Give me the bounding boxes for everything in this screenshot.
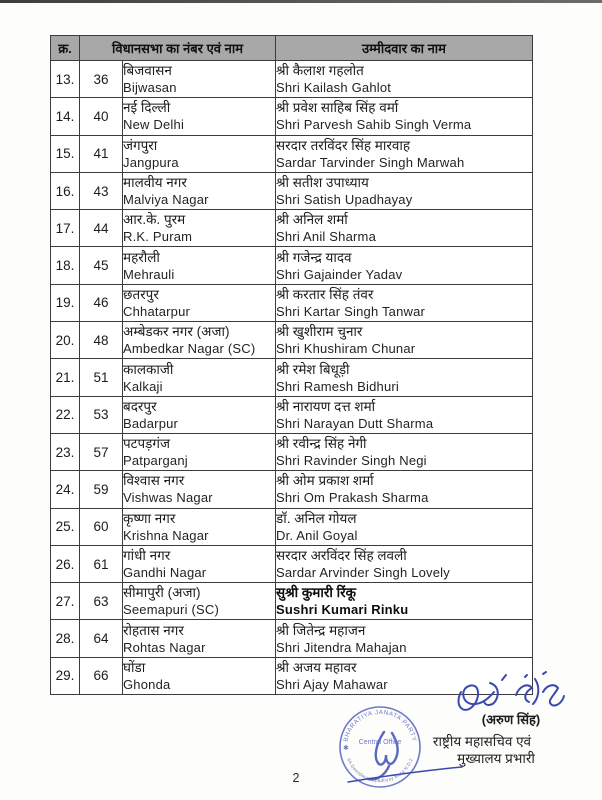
candidate-name-english: Shri Ajay Mahawar (276, 676, 388, 692)
table-row (51, 210, 533, 247)
table-row (51, 284, 533, 321)
stamp-arc-bottom-text: 6A Deendayal Upadhyay Marg N.D.2 (346, 757, 414, 784)
constituency-name-english: Ghonda (123, 676, 171, 692)
candidate-name-hindi: श्री अजय महावर (276, 659, 357, 675)
constituency-name-cell (123, 545, 276, 582)
candidate-name-hindi: श्री सतीश उपाध्याय (276, 175, 369, 191)
constituency-number-cell: 51 (80, 359, 123, 396)
constituency-name-cell (123, 284, 276, 321)
serial-cell: 16. (51, 172, 80, 209)
signatory-name: (अरुण सिंह) (481, 712, 541, 727)
candidate-name-english: Shri Satish Upadhayay (276, 192, 413, 208)
serial-cell: 26. (51, 545, 80, 582)
constituency-name-english: R.K. Puram (123, 229, 193, 245)
constituency-name-english: Gandhi Nagar (123, 565, 207, 580)
constituency-name-hindi: महरौली (123, 249, 160, 265)
candidates-table (50, 35, 533, 695)
constituency-number-cell: 53 (80, 396, 123, 433)
candidate-name-hindi: श्री कैलाश गहलोत (276, 63, 364, 79)
constituency-name-hindi: पटपड़गंज (123, 436, 170, 452)
stamp-arc-top-text: BHARATIYA JANATA PARTY (342, 708, 418, 743)
candidate-name-cell (276, 508, 533, 545)
constituency-name-cell (123, 61, 276, 98)
table-header-row (51, 36, 533, 61)
constituency-name-hindi: कृष्णा नगर (123, 510, 176, 526)
constituency-name-english: Ambedkar Nagar (SC) (123, 341, 256, 357)
table-row (51, 61, 533, 98)
candidate-name-english: Shri Om Prakash Sharma (276, 490, 429, 506)
candidate-name-english: Shri Anil Sharma (276, 229, 377, 245)
table-row (51, 545, 533, 582)
candidate-name-hindi: श्री रमेश बिधूड़ी (276, 361, 350, 377)
candidate-name-cell (276, 433, 533, 470)
candidate-name-hindi: श्री गजेन्द्र यादव (276, 249, 352, 265)
constituency-name-english: Mehrauli (123, 266, 175, 282)
candidate-name-hindi: सुश्री कुमारी रिंकू (276, 585, 357, 601)
constituency-name-english: Malviya Nagar (123, 192, 209, 208)
constituency-number-cell: 63 (80, 583, 123, 620)
constituency-name-hindi: जंगपुरा (123, 137, 158, 153)
candidate-name-english: Shri Khushiram Chunar (276, 341, 416, 357)
candidate-name-hindi: सरदार अरविंदर सिंह लवली (276, 548, 407, 563)
scan-artifact-strip (0, 0, 602, 3)
constituency-name-hindi: अम्बेडकर नगर (अजा) (123, 324, 230, 340)
table-row (51, 247, 533, 284)
constituency-name-english: Vishwas Nagar (123, 490, 213, 506)
candidate-name-english: Sushri Kumari Rinku (276, 602, 409, 618)
candidate-name-english: Sardar Tarvinder Singh Marwah (276, 154, 465, 170)
candidate-name-hindi: श्री ओम प्रकाश शर्मा (276, 473, 374, 489)
constituency-number-cell: 44 (80, 210, 123, 247)
candidate-name-hindi: श्री रवीन्द्र सिंह नेगी (276, 436, 367, 452)
constituency-name-cell (123, 583, 276, 620)
constituency-number-cell: 61 (80, 545, 123, 582)
candidate-name-cell (276, 135, 533, 172)
candidate-name-cell (276, 98, 533, 135)
candidate-name-cell (276, 61, 533, 98)
candidate-name-english: Shri Kailash Gahlot (276, 80, 392, 96)
constituency-number-cell: 40 (80, 98, 123, 135)
constituency-name-cell (123, 657, 276, 694)
stamp-center-text: Central Office (358, 739, 402, 746)
serial-cell: 15. (51, 135, 80, 172)
header-constituency: विधानसभा का नंबर एवं नाम (80, 36, 276, 61)
header-serial: क्र. (51, 36, 80, 61)
candidate-name-english: Sardar Arvinder Singh Lovely (276, 565, 450, 580)
constituency-name-cell (123, 210, 276, 247)
serial-cell: 27. (51, 583, 80, 620)
constituency-number-cell: 45 (80, 247, 123, 284)
stamp-star: ✱ (343, 745, 349, 752)
constituency-name-english: Seemapuri (SC) (123, 602, 219, 618)
constituency-name-cell (123, 172, 276, 209)
constituency-name-hindi: आर.के. पुरम (123, 212, 186, 228)
candidate-name-cell (276, 172, 533, 209)
candidate-name-cell (276, 359, 533, 396)
constituency-number-cell: 41 (80, 135, 123, 172)
constituency-name-hindi: सीमापुरी (अजा) (123, 585, 201, 601)
constituency-number-cell: 66 (80, 657, 123, 694)
serial-cell: 19. (51, 284, 80, 321)
constituency-name-english: Badarpur (123, 415, 179, 431)
serial-cell: 21. (51, 359, 80, 396)
table-body (51, 61, 533, 695)
constituency-name-hindi: मालवीय नगर (123, 175, 187, 191)
constituency-name-cell (123, 247, 276, 284)
constituency-name-english: Jangpura (123, 154, 179, 170)
serial-cell: 17. (51, 210, 80, 247)
constituency-name-hindi: गांधी नगर (123, 548, 171, 563)
constituency-name-english: Bijwasan (123, 80, 177, 96)
constituency-name-cell (123, 471, 276, 508)
constituency-name-hindi: बदरपुर (123, 398, 157, 414)
constituency-name-cell (123, 396, 276, 433)
candidate-name-english: Shri Narayan Dutt Sharma (276, 415, 434, 431)
table-row (51, 508, 533, 545)
constituency-name-hindi: कालकाजी (123, 361, 174, 377)
candidate-name-english: Shri Ramesh Bidhuri (276, 378, 400, 394)
constituency-name-english: Chhatarpur (123, 303, 191, 319)
constituency-name-hindi: छतरपुर (123, 286, 159, 302)
serial-cell: 23. (51, 433, 80, 470)
serial-cell: 22. (51, 396, 80, 433)
constituency-name-hindi: नई दिल्ली (123, 100, 171, 116)
constituency-name-cell (123, 359, 276, 396)
constituency-name-cell (123, 508, 276, 545)
constituency-name-english: Krishna Nagar (123, 527, 209, 543)
designation-line-1: राष्ट्रीय महासचिव एवं (432, 734, 532, 749)
candidate-name-english: Shri Parvesh Sahib Singh Verma (276, 117, 472, 133)
constituency-number-cell: 60 (80, 508, 123, 545)
candidate-name-hindi: श्री खुशीराम चुनार (276, 324, 363, 340)
constituency-name-hindi: विश्वास नगर (123, 473, 185, 489)
constituency-name-english: Patparganj (123, 453, 188, 469)
constituency-name-english: New Delhi (123, 117, 185, 133)
constituency-number-cell: 46 (80, 284, 123, 321)
constituency-name-hindi: घोंडा (123, 659, 146, 675)
candidate-name-english: Shri Ravinder Singh Negi (276, 453, 427, 469)
header-candidate: उम्मीदवार का नाम (276, 36, 533, 61)
constituency-number-cell: 36 (80, 61, 123, 98)
serial-cell: 14. (51, 98, 80, 135)
constituency-name-english: Kalkaji (123, 378, 163, 394)
candidate-name-cell (276, 322, 533, 359)
serial-cell: 18. (51, 247, 80, 284)
serial-cell: 13. (51, 61, 80, 98)
constituency-name-english: Rohtas Nagar (123, 639, 206, 655)
table-row (51, 583, 533, 620)
candidate-name-cell (276, 247, 533, 284)
constituency-number-cell: 57 (80, 433, 123, 470)
table-row (51, 322, 533, 359)
table-row (51, 396, 533, 433)
constituency-number-cell: 48 (80, 322, 123, 359)
candidate-name-cell (276, 620, 533, 657)
candidate-name-cell (276, 284, 533, 321)
serial-cell: 29. (51, 657, 80, 694)
candidate-name-cell (276, 545, 533, 582)
candidate-name-english: Shri Gajainder Yadav (276, 266, 403, 282)
serial-cell: 25. (51, 508, 80, 545)
serial-cell: 28. (51, 620, 80, 657)
candidate-name-cell (276, 210, 533, 247)
serial-cell: 24. (51, 471, 80, 508)
candidate-name-cell (276, 471, 533, 508)
candidate-name-english: Shri Kartar Singh Tanwar (276, 303, 426, 319)
table-row (51, 620, 533, 657)
candidate-name-hindi: सरदार तरविंदर सिंह मारवाह (276, 137, 411, 153)
table-row (51, 135, 533, 172)
constituency-number-cell: 59 (80, 471, 123, 508)
designation-line-2: मुख्यालय प्रभारी (457, 751, 535, 766)
candidate-name-hindi: श्री करतार सिंह तंवर (276, 286, 374, 302)
constituency-name-hindi: रोहतास नगर (123, 622, 184, 638)
constituency-name-hindi: बिजवासन (123, 63, 172, 79)
candidate-name-english: Dr. Anil Goyal (276, 527, 358, 543)
table-row (51, 172, 533, 209)
candidate-name-hindi: श्री अनिल शर्मा (276, 212, 348, 228)
constituency-number-cell: 64 (80, 620, 123, 657)
candidate-name-hindi: डॉ. अनिल गोयल (276, 510, 357, 526)
serial-cell: 20. (51, 322, 80, 359)
page-number: 2 (292, 771, 300, 785)
candidate-name-english: Shri Jitendra Mahajan (276, 639, 407, 655)
candidate-name-hindi: श्री नारायण दत्त शर्मा (276, 398, 376, 414)
table-row (51, 98, 533, 135)
constituency-name-cell (123, 620, 276, 657)
constituency-name-cell (123, 135, 276, 172)
constituency-number-cell: 43 (80, 172, 123, 209)
candidate-name-cell (276, 583, 533, 620)
table-row (51, 359, 533, 396)
constituency-name-cell (123, 433, 276, 470)
table-row (51, 433, 533, 470)
candidate-name-cell (276, 396, 533, 433)
constituency-name-cell (123, 322, 276, 359)
constituency-name-cell (123, 98, 276, 135)
candidate-name-hindi: श्री प्रवेश साहिब सिंह वर्मा (276, 100, 399, 116)
candidate-name-hindi: श्री जितेन्द्र महाजन (276, 622, 366, 638)
table-row (51, 471, 533, 508)
